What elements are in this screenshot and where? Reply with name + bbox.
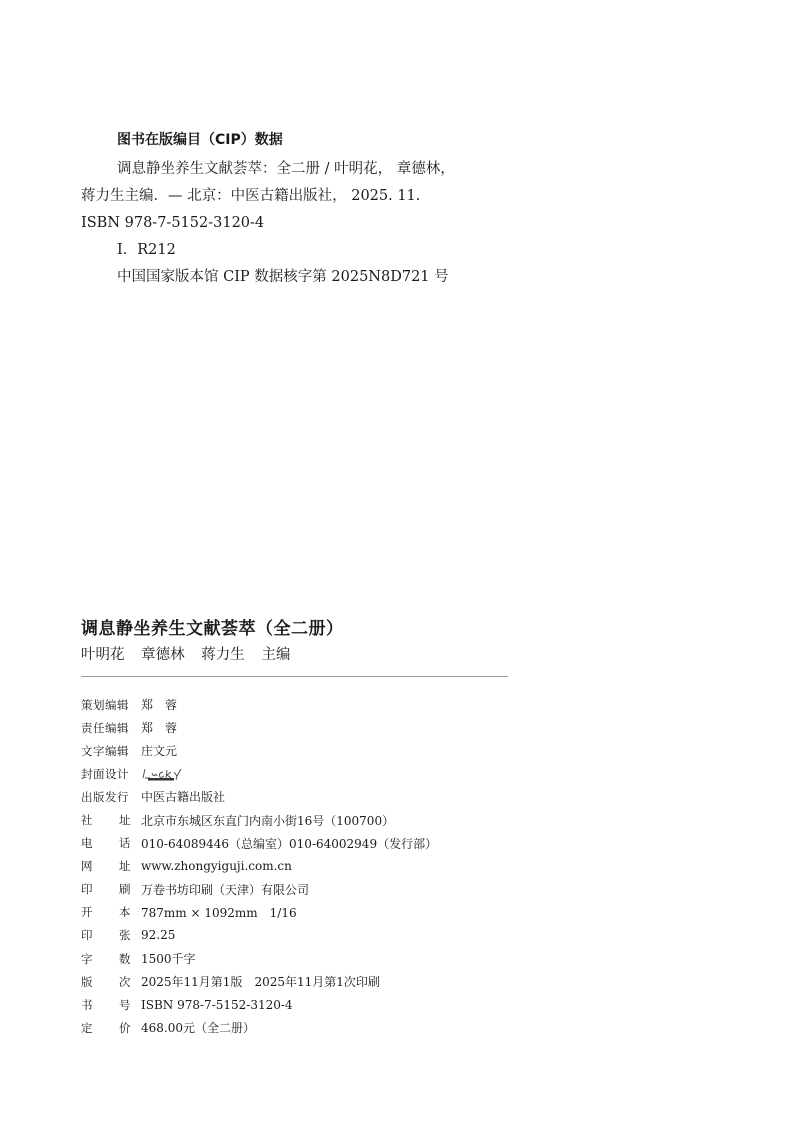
info-value: 郑 蓉 [141, 721, 178, 736]
cip-title-line: 调息静坐养生文献荟萃：全二册 / 叶明花， 章德林， [117, 161, 455, 177]
info-value: 中医古籍出版社 [141, 790, 226, 805]
divider [81, 676, 508, 677]
info-row-publisher [81, 785, 437, 808]
info-value: 万卷书坊印刷（天津）有限公司 [141, 882, 310, 897]
info-value: 468.00元（全二册） [141, 1021, 255, 1036]
info-row-text-editor [81, 739, 437, 762]
info-row-format [81, 901, 437, 924]
cip-number-line: 中国国家版本馆 CIP 数据核字第 2025N8D721 号 [117, 269, 449, 285]
info-value: 2025年11月第1版 2025年11月第1次印刷 [141, 975, 380, 990]
info-value: 北京市东城区东直门内南小街16号（100700） [141, 813, 395, 828]
info-row-website [81, 855, 437, 878]
cip-classification-line: Ⅰ．R212 [117, 242, 176, 258]
cip-heading: 图书在版编目（CIP）数据 [117, 132, 283, 148]
info-label: 网 址 [81, 859, 131, 874]
info-label: 印 刷 [81, 882, 131, 897]
info-label: 印 张 [81, 928, 131, 943]
website-link[interactable]: www.zhongyiguji.com.cn [141, 859, 292, 874]
author-name: 章德林 [141, 647, 185, 663]
info-row-edition [81, 970, 437, 993]
info-row-phone [81, 832, 437, 855]
info-value: 1500千字 [141, 952, 196, 967]
book-authors [81, 645, 290, 665]
info-label: 出版发行 [81, 789, 129, 804]
cip-isbn-line: ISBN 978-7-5152-3120-4 [81, 215, 265, 231]
info-label: 策划编辑 [81, 697, 129, 712]
info-row-printer [81, 878, 437, 901]
book-title: 调息静坐养生文献荟萃（全二册） [81, 619, 344, 639]
info-value: 庄文元 [141, 744, 178, 759]
info-label: 封面设计 [81, 766, 129, 781]
info-label: 书 号 [81, 997, 131, 1012]
info-label: 字 数 [81, 951, 131, 966]
author-name: 蒋力生 [201, 647, 245, 663]
info-label: 开 本 [81, 905, 131, 920]
info-row-cover-design [81, 762, 437, 785]
info-row-planning-editor [81, 693, 437, 716]
info-row-isbn [81, 993, 437, 1016]
info-row-price [81, 1016, 437, 1039]
info-label: 社 址 [81, 813, 131, 828]
info-label: 责任编辑 [81, 720, 129, 735]
info-row-address [81, 808, 437, 831]
signature-icon [141, 767, 187, 781]
info-label: 定 价 [81, 1020, 131, 1035]
info-row-sheets [81, 924, 437, 947]
author-name: 叶明花 [81, 647, 125, 663]
cip-publisher-line: 蒋力生主编．— 北京：中医古籍出版社， 2025. 11. [81, 188, 421, 204]
info-value: 010-64089446（总编室）010-64002949（发行部） [141, 836, 438, 851]
info-value: 92.25 [141, 928, 176, 943]
info-label: 文字编辑 [81, 743, 129, 758]
cover-designer-signature [141, 767, 187, 782]
info-row-word-count [81, 947, 437, 970]
info-value: ISBN 978-7-5152-3120-4 [141, 997, 293, 1012]
publication-info-list [81, 693, 437, 1039]
info-row-responsible-editor [81, 716, 437, 739]
author-role: 主编 [261, 647, 291, 663]
info-label: 电 话 [81, 836, 131, 851]
info-label: 版 次 [81, 974, 131, 989]
info-value: 787mm × 1092mm 1/16 [141, 905, 297, 920]
info-value: 郑 蓉 [141, 698, 178, 713]
